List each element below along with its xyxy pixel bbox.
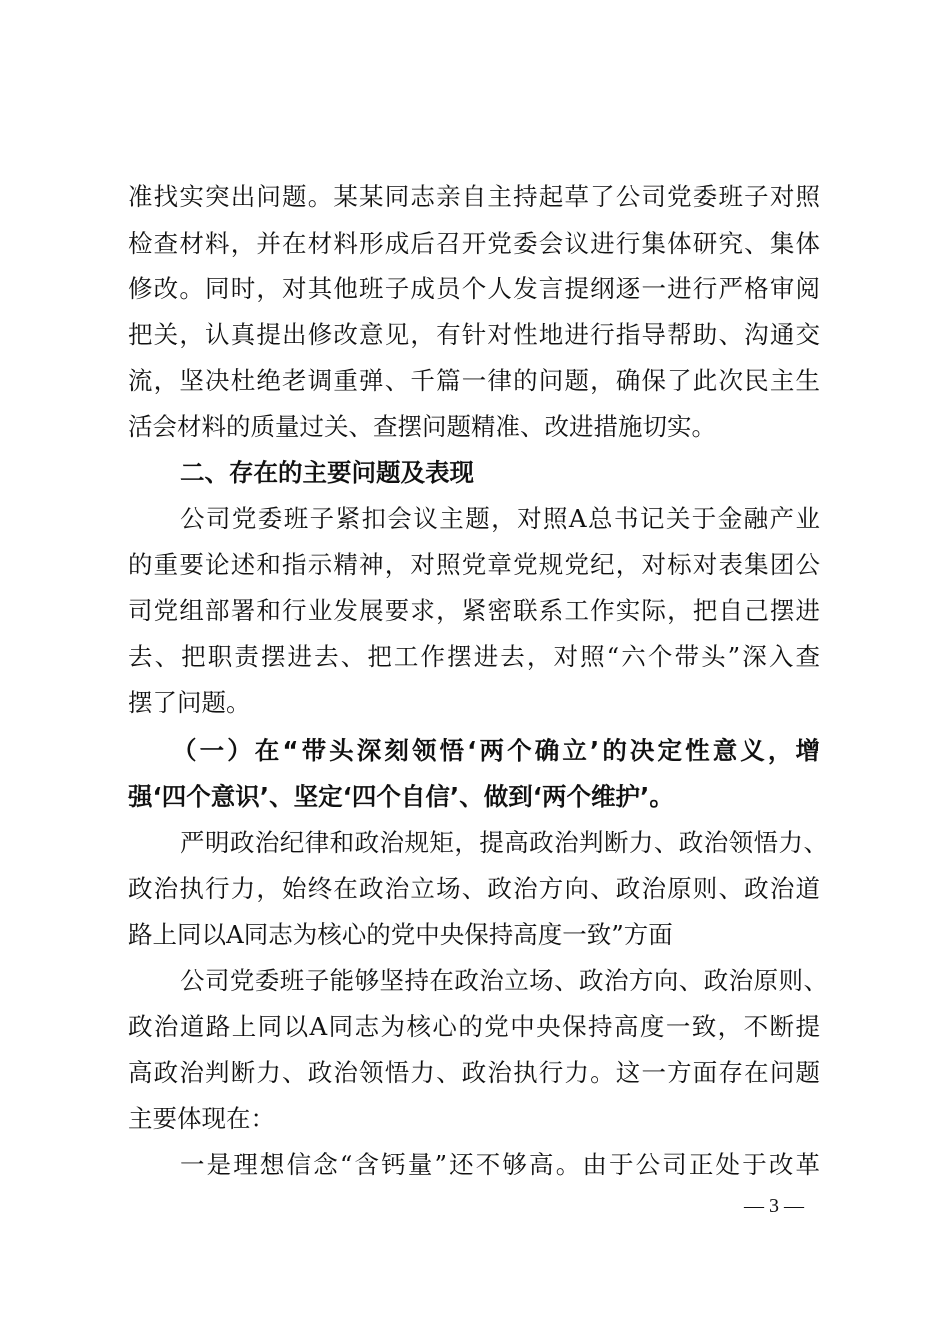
paragraph-line: 去、把职责摆进去、把工作摆进去，对照“六个带头”深入查 <box>128 642 820 671</box>
paragraph-line: 政治执行力，始终在政治立场、政治方向、政治原则、政治道 <box>128 874 820 903</box>
paragraph-line: 流，坚决杜绝老调重弹、千篇一律的问题，确保了此次民主生 <box>128 366 820 395</box>
page-number: — 3 — <box>744 1195 804 1217</box>
paragraph-line: 修改。同时，对其他班子成员个人发言提纲逐一进行严格审阅 <box>128 274 820 303</box>
paragraph-line: 高政治判断力、政治领悟力、政治执行力。这一方面存在问题 <box>128 1058 820 1087</box>
subsection-heading: 强‘四个意识’、坚定‘四个自信’、做到‘两个维护’。 <box>128 782 674 811</box>
paragraph-line: 政治道路上同以A同志为核心的党中央保持高度一致，不断提 <box>128 1012 820 1041</box>
paragraph-line: 一是理想信念“含钙量”还不够高。由于公司正处于改革 <box>180 1150 820 1179</box>
subsection-heading: （一）在“带头深刻领悟‘两个确立’的决定性意义，增 <box>172 736 820 765</box>
paragraph-line: 司党组部署和行业发展要求，紧密联系工作实际，把自己摆进 <box>128 596 820 625</box>
paragraph-line: 摆了问题。 <box>128 688 251 717</box>
paragraph-line: 路上同以A同志为核心的党中央保持高度一致”方面 <box>128 920 673 949</box>
paragraph-line: 把关，认真提出修改意见，有针对性地进行指导帮助、沟通交 <box>128 320 820 349</box>
paragraph-line: 公司党委班子紧扣会议主题，对照A总书记关于金融产业 <box>180 504 820 533</box>
paragraph-line: 主要体现在： <box>128 1104 275 1133</box>
paragraph-line: 准找实突出问题。某某同志亲自主持起草了公司党委班子对照 <box>128 182 820 211</box>
paragraph-line: 活会材料的质量过关、查摆问题精准、改进措施切实。 <box>128 412 716 441</box>
paragraph-line: 的重要论述和指示精神，对照党章党规党纪，对标对表集团公 <box>128 550 820 579</box>
paragraph-line: 严明政治纪律和政治规矩，提高政治判断力、政治领悟力、 <box>180 828 828 857</box>
section-heading: 二、存在的主要问题及表现 <box>180 458 474 487</box>
paragraph-line: 公司党委班子能够坚持在政治立场、政治方向、政治原则、 <box>180 966 828 995</box>
paragraph-line: 检查材料，并在材料形成后召开党委会议进行集体研究、集体 <box>128 229 820 258</box>
